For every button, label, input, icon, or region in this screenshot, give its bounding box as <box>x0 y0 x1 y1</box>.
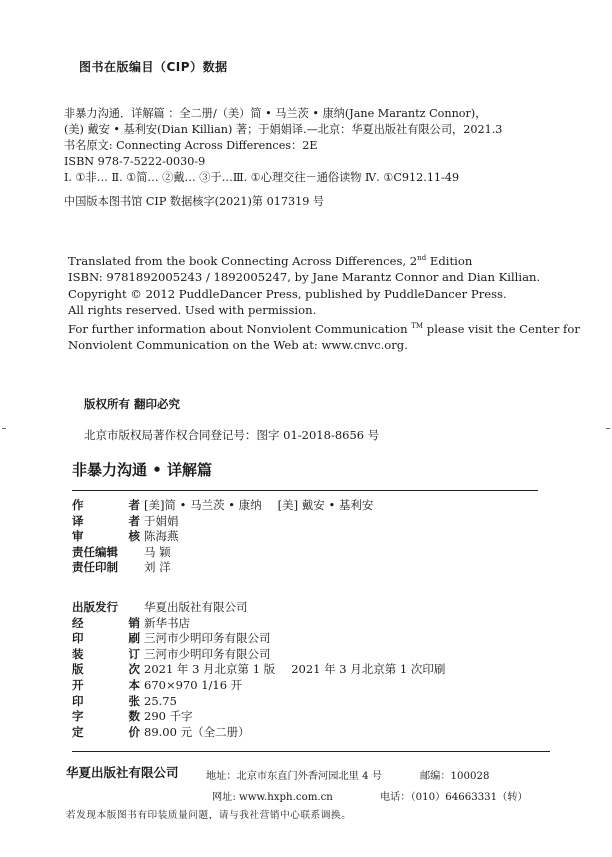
english-line-5-tail: please visit the Center for <box>423 322 580 337</box>
credit-label-char: 译 <box>72 513 84 528</box>
credit-row <box>72 545 542 561</box>
credit-label <box>72 529 140 545</box>
english-line-4: All rights reserved. Used with permission. <box>68 302 317 317</box>
credit-label-char: 经 <box>72 615 84 630</box>
credit-label-char: 者 <box>128 498 140 512</box>
credit-row <box>72 616 542 632</box>
author-1: [美]简 • 马兰茨 • 康纳 <box>144 498 262 512</box>
credit-label-char: 字 <box>72 709 84 724</box>
credit-label-char: 开 <box>72 677 84 692</box>
cip-line-3: 书名原文: Connecting Across Differences：2E <box>64 139 318 152</box>
cip-line-4: ISBN 978-7-5222-0030-9 <box>64 155 206 168</box>
credit-value: 马 颖 <box>144 544 171 559</box>
publisher-postcode: 邮编：100028 <box>420 771 490 782</box>
cip-data-block <box>64 106 584 210</box>
credit-label-char: 次 <box>128 662 140 677</box>
crop-mark-left <box>2 428 6 429</box>
credit-row <box>72 709 542 725</box>
credit-label: 责任编辑 <box>72 544 118 559</box>
english-line-5 <box>68 318 578 337</box>
credits-people <box>72 498 542 576</box>
english-line-5-text: For further information about Nonviolent Communication <box>68 322 412 337</box>
credit-value <box>140 498 373 514</box>
book-title: 非暴力沟通 • 详解篇 <box>72 461 213 479</box>
crop-mark-right <box>606 428 610 429</box>
credit-label-char: 印 <box>72 693 84 708</box>
cip-line-1: 非暴力沟通．详解篇 ：全二册/（美）简 • 马兰茨 • 康纳(Jane Marantz Connor)， <box>64 107 487 120</box>
credit-value: 670×970 1/16 开 <box>144 677 243 692</box>
credit-label-char: 定 <box>72 724 84 739</box>
credit-value: 陈海燕 <box>144 529 179 544</box>
credit-label-char: 核 <box>128 529 140 544</box>
credit-value: 三河市少明印务有限公司 <box>144 646 271 661</box>
english-line-1-text: Translated from the book Connecting Across Differences, 2 <box>68 254 418 268</box>
cip-record-number: 中国版本图书馆 CIP 数据核字(2021)第 017319 号 <box>64 195 325 208</box>
credit-label <box>72 498 140 514</box>
english-line-6: Nonviolent Communication on the Web at: www.cnvc.org. <box>68 338 408 353</box>
credit-value: 25.75 <box>144 693 177 708</box>
edition-info: 2021 年 3 月北京第 1 版 <box>144 662 276 677</box>
credit-row <box>72 498 542 514</box>
credit-label: 责任印制 <box>72 560 118 575</box>
author-2: [美] 戴安 • 基利安 <box>277 498 374 512</box>
credit-value <box>140 662 445 678</box>
credit-row <box>72 694 542 710</box>
credit-value: 新华书店 <box>144 615 190 630</box>
trademark-superscript: TM <box>411 322 424 331</box>
credit-value: 89.00 元（全二册） <box>144 724 250 739</box>
credit-row <box>72 560 542 576</box>
credit-value: 华夏出版社有限公司 <box>144 600 248 614</box>
credit-label-char: 审 <box>72 529 84 544</box>
rights-reserved: 版权所有 翻印必究 <box>84 397 181 411</box>
credit-row <box>72 631 542 647</box>
english-line-1-tail: Edition <box>426 254 473 268</box>
printing-info: 2021 年 3 月北京第 1 次印刷 <box>291 662 446 677</box>
footer-publisher: 华夏出版社有限公司 <box>66 765 179 780</box>
publisher-website: 网址: www.hxph.com.cn <box>212 792 333 803</box>
credit-label: 出版发行 <box>72 600 118 614</box>
credit-label-char: 本 <box>128 677 140 692</box>
credit-row <box>72 647 542 663</box>
credit-label <box>72 647 140 663</box>
credit-label-char: 装 <box>72 646 84 661</box>
credit-label <box>72 662 140 678</box>
credit-label-char: 者 <box>128 513 140 528</box>
credit-row <box>72 600 542 616</box>
publisher-address: 地址：北京市东直门外香河园北里 4 号 <box>206 771 382 782</box>
credit-label <box>72 616 140 632</box>
credit-row <box>72 678 542 694</box>
cip-heading: 图书在版编目（CIP）数据 <box>79 60 228 74</box>
title-divider <box>72 490 538 491</box>
credit-label-char: 订 <box>128 646 140 661</box>
english-line-1 <box>68 250 578 269</box>
credit-label <box>72 514 140 530</box>
credit-value: 于娟娟 <box>144 513 179 528</box>
english-line-2: ISBN: 9781892005243 / 1892005247, by Jane Marantz Connor and Dian Killian. <box>68 270 541 285</box>
publisher-phone: 电话：（010）64663331（转） <box>380 792 528 803</box>
credit-label-char: 印 <box>72 631 84 646</box>
credit-value: 刘 洋 <box>144 560 171 575</box>
credit-row <box>72 514 542 530</box>
quality-notice: 若发现本版图书有印装质量问题，请与我社营销中心联系调换。 <box>66 810 352 821</box>
credit-label-char: 张 <box>128 693 140 708</box>
footer-divider <box>72 751 550 752</box>
cip-line-5: Ⅰ. ①非… Ⅱ. ①简… ②戴… ③于…Ⅲ. ①心理交往－通俗读物 Ⅳ. ①C912.11-49 <box>64 171 460 184</box>
credit-row <box>72 662 542 678</box>
credit-label <box>72 631 140 647</box>
credit-value: 290 千字 <box>144 709 193 724</box>
credit-row <box>72 529 542 545</box>
credit-label-char: 作 <box>72 498 84 512</box>
credit-value: 三河市少明印务有限公司 <box>144 631 271 646</box>
credit-label <box>72 725 140 741</box>
credit-label-char: 刷 <box>128 631 140 646</box>
credit-label-char: 价 <box>128 724 140 739</box>
english-line-3: Copyright © 2012 PuddleDancer Press, published by PuddleDancer Press. <box>68 286 507 301</box>
cip-line-2: (美) 戴安 • 基利安(Dian Killian) 著；于娟娟译.—北京：华夏出版社有限公司，2021.3 <box>64 123 503 136</box>
credit-label-char: 数 <box>128 709 140 724</box>
credit-label-char: 版 <box>72 662 84 677</box>
credit-label <box>72 678 140 694</box>
credit-label <box>72 694 140 710</box>
edition-superscript: nd <box>417 254 427 262</box>
credits-production <box>72 600 542 740</box>
credit-label-char: 销 <box>128 615 140 630</box>
english-rights-block <box>68 250 578 354</box>
credit-label <box>72 709 140 725</box>
credit-row <box>72 725 542 741</box>
copyright-registration: 北京市版权局著作权合同登记号：图字 01-2018-8656 号 <box>84 428 380 442</box>
